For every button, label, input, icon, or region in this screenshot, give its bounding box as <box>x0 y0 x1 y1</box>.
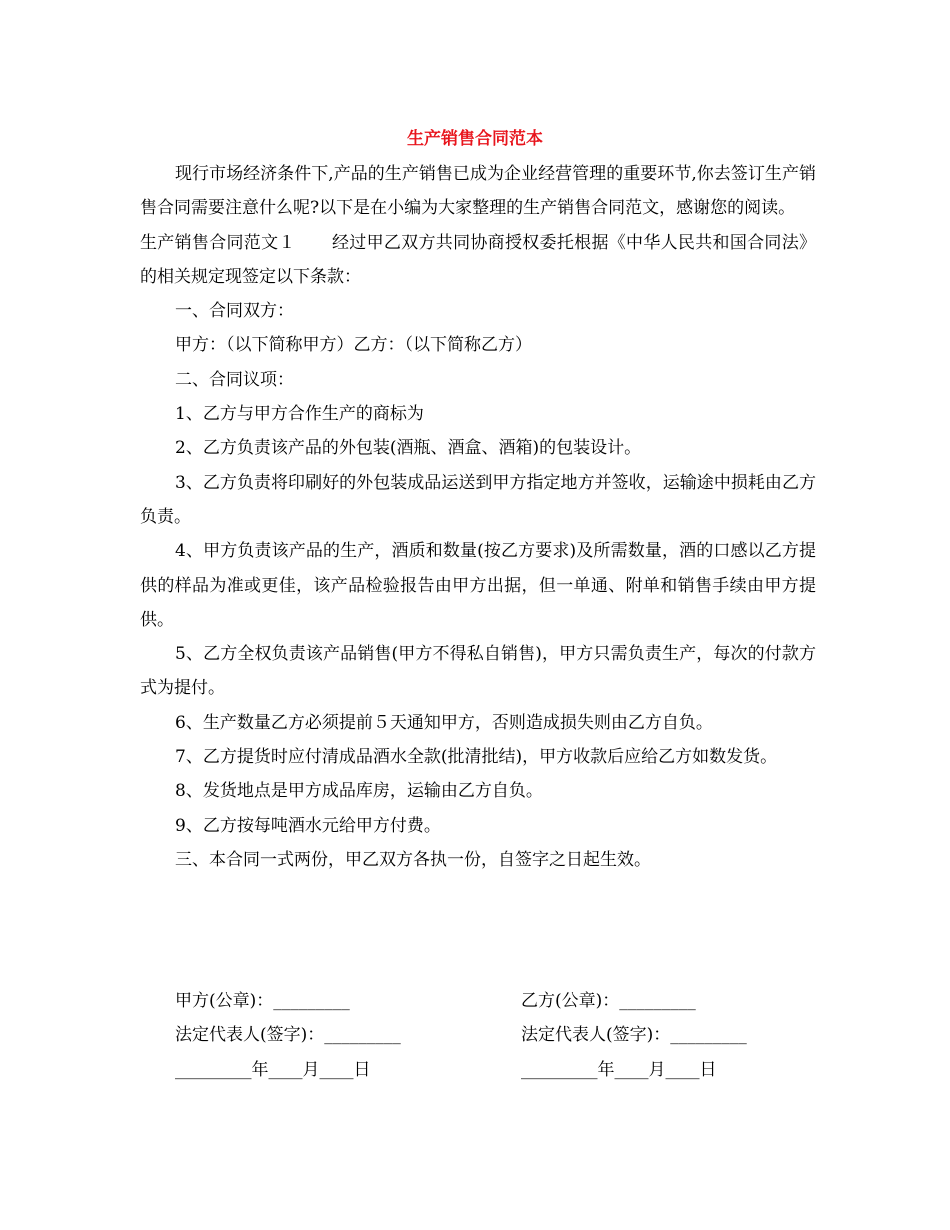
clause-item: 7、乙方提货时应付清成品酒水全款(批清批结)，甲方收款后应给乙方如数发货。 <box>175 747 778 768</box>
document-title: 生产销售合同范本 <box>407 129 543 149</box>
signature-row-seal <box>175 984 815 1018</box>
clause-item: 4、甲方负责该产品的生产，酒质和数量(按乙方要求)及所需数量，酒的口感以乙方提供的样品为准或更佳，该产品检验报告由甲方出据，但一单通、附单和销售手续由甲方提供。 <box>140 541 816 630</box>
signature-block <box>175 984 815 1087</box>
clause-item: 1、乙方与甲方合作生产的商标为 <box>175 404 424 425</box>
signature-row-rep <box>175 1018 815 1052</box>
clause-item: 6、生产数量乙方必须提前５天通知甲方，否则造成损失则由乙方自负。 <box>175 712 713 733</box>
party-b-representative: 法定代表人(签字)：_________ <box>521 1025 747 1046</box>
party-b-date: _________年____月____日 <box>521 1059 717 1080</box>
section3-paragraph: 三、本合同一式两份，甲乙双方各执一份，自签字之日起生效。 <box>175 849 651 870</box>
section1-title: 一、合同双方： <box>175 301 294 322</box>
sample-lead: 经过甲乙双方共同协商授权委托根据《中华人民共和国合同法》的相关规定现签定以下条款： <box>140 232 817 287</box>
party-a-seal: 甲方(公章)：_________ <box>175 991 350 1011</box>
sample-paragraph <box>140 226 816 295</box>
signature-row-date <box>175 1053 815 1087</box>
party-a-date: _________年____月____日 <box>175 1059 371 1080</box>
clause-item: 3、乙方负责将印刷好的外包装成品运送到甲方指定地方并签收，运输途中损耗由乙方负责。 <box>140 472 816 527</box>
party-a-representative: 法定代表人(签字)：_________ <box>175 1025 401 1046</box>
document-body <box>140 157 816 877</box>
clause-item: 5、乙方全权负责该产品销售(甲方不得私自销售)，甲方只需负责生产，每次的付款方式为提付。 <box>140 644 816 699</box>
clause-item: 2、乙方负责该产品的外包装(酒瓶、酒盒、酒箱)的包装设计。 <box>175 438 642 459</box>
party-b-seal: 乙方(公章)：_________ <box>521 991 696 1011</box>
section2-title: 二、合同议项： <box>175 369 294 390</box>
parties-line: 甲方：（以下简称甲方）乙方：（以下简称乙方） <box>175 335 532 356</box>
clause-item: 8、发货地点是甲方成品库房，运输由乙方自负。 <box>175 781 543 802</box>
sample-heading: 生产销售合同范文１ <box>140 232 296 253</box>
clause-item: 9、乙方按每吨酒水元给甲方付费。 <box>175 815 441 836</box>
intro-paragraph: 现行市场经济条件下,产品的生产销售已成为企业经营管理的重要环节,你去签订生产销售合同需要注意什么呢?以下是在小编为大家整理的生产销售合同范文，感谢您的阅读。 <box>140 164 816 219</box>
